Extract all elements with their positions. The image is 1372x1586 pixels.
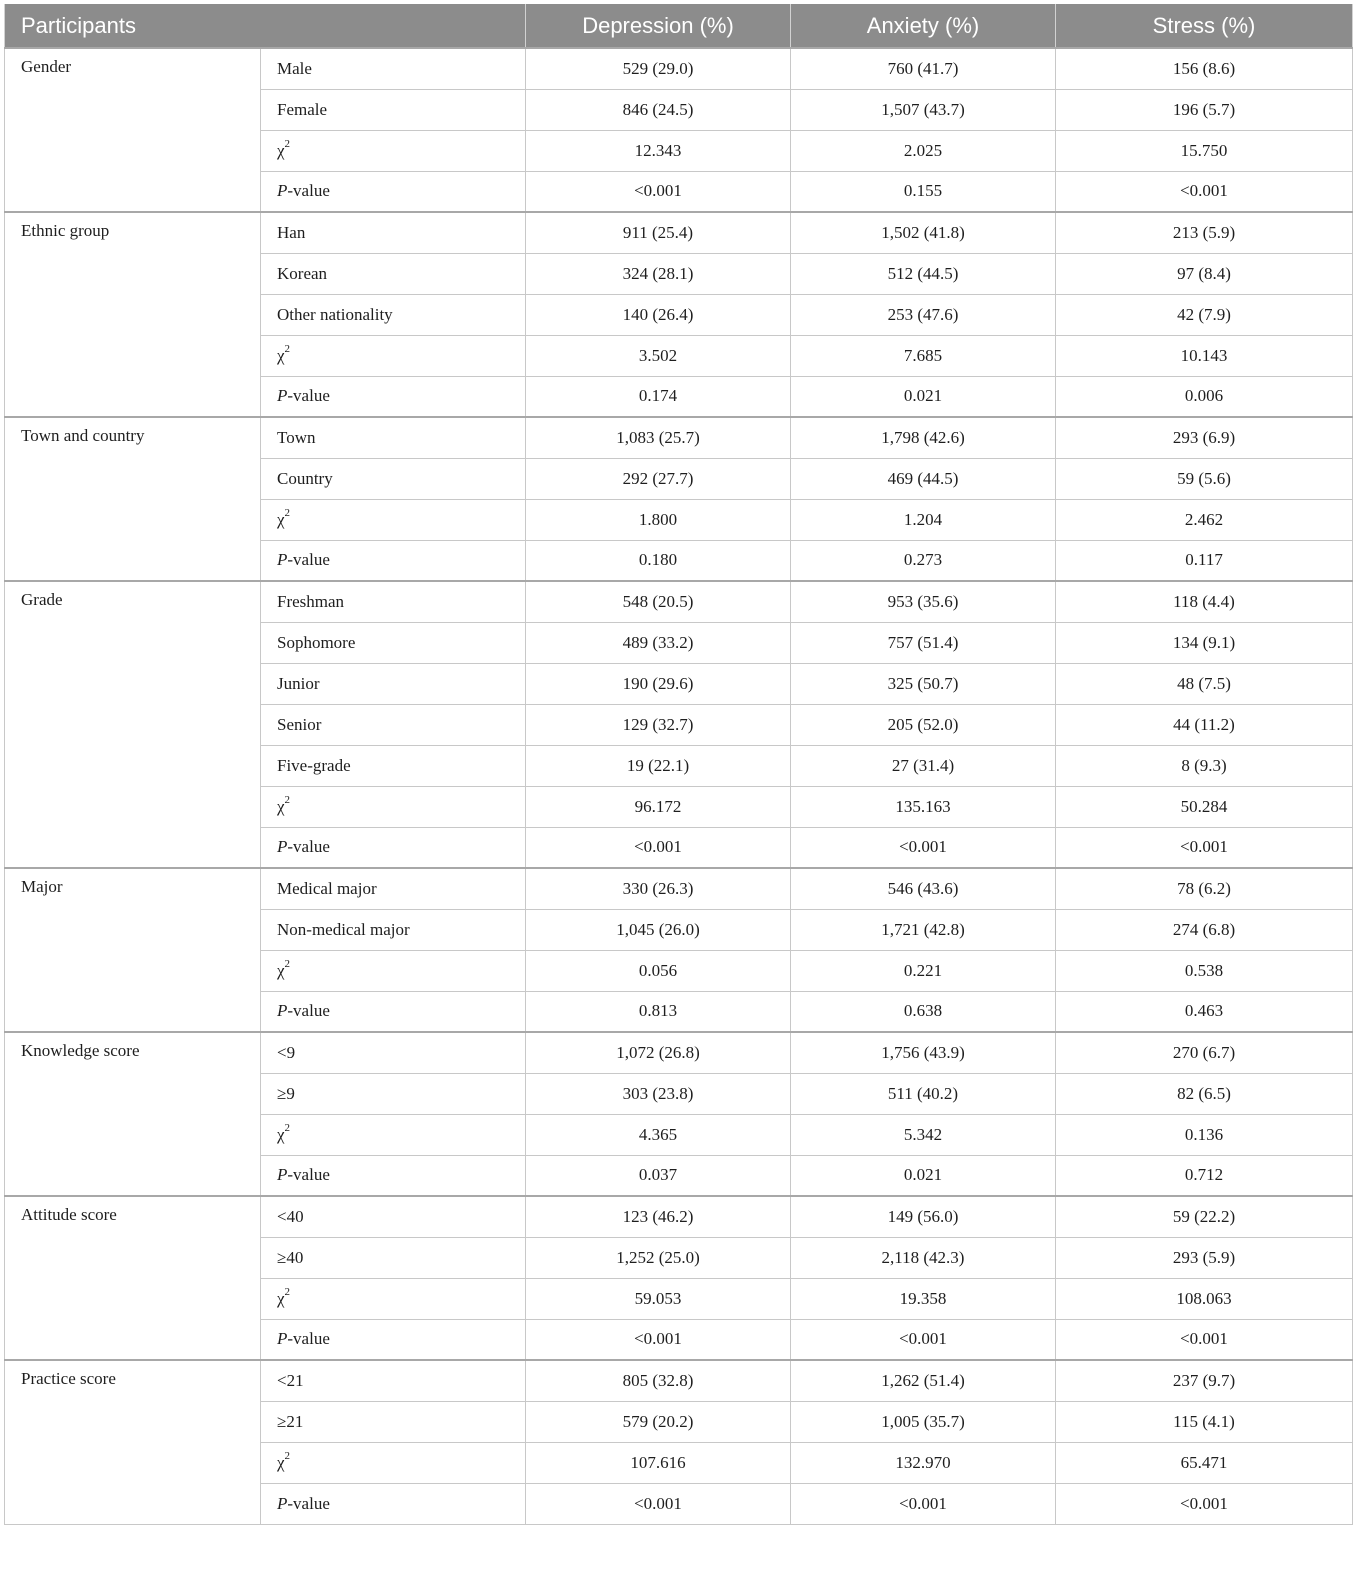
- chi-symbol: χ: [277, 140, 285, 160]
- row-label: Non-medical major: [261, 909, 526, 950]
- anxiety-chi-cell: 19.358: [791, 1278, 1056, 1319]
- depression-p-cell: 0.174: [526, 376, 791, 417]
- depression-cell: 140 (26.4): [526, 294, 791, 335]
- chi-square-label: [261, 1442, 526, 1483]
- depression-cell: 123 (46.2): [526, 1196, 791, 1237]
- row-label: Country: [261, 458, 526, 499]
- depression-chi-cell: 12.343: [526, 130, 791, 171]
- stress-cell: 293 (6.9): [1056, 417, 1353, 458]
- stress-chi-cell: 15.750: [1056, 130, 1353, 171]
- depression-cell: 1,083 (25.7): [526, 417, 791, 458]
- anxiety-chi-cell: 135.163: [791, 786, 1056, 827]
- p-rest: -value: [287, 550, 330, 570]
- p-value-label: [261, 540, 526, 581]
- anxiety-p-cell: 0.021: [791, 1155, 1056, 1196]
- row-label: <40: [261, 1196, 526, 1237]
- chi-symbol: χ: [277, 1452, 285, 1472]
- anxiety-chi-cell: 2.025: [791, 130, 1056, 171]
- p-italic: P: [277, 181, 288, 201]
- anxiety-cell: 1,721 (42.8): [791, 909, 1056, 950]
- row-label: ≥21: [261, 1401, 526, 1442]
- anxiety-p-cell: 0.155: [791, 171, 1056, 212]
- stress-cell: 8 (9.3): [1056, 745, 1353, 786]
- depression-cell: 911 (25.4): [526, 212, 791, 253]
- depression-cell: 129 (32.7): [526, 704, 791, 745]
- chi-exponent: 2: [284, 1285, 291, 1298]
- p-italic: P: [277, 1329, 288, 1349]
- stress-cell: 97 (8.4): [1056, 253, 1353, 294]
- data-table-container: [4, 4, 1353, 1525]
- p-value-label: [261, 991, 526, 1032]
- row-label: <21: [261, 1360, 526, 1401]
- row-label: ≥9: [261, 1073, 526, 1114]
- group-label: Attitude score: [5, 1196, 261, 1360]
- row-label: Male: [261, 48, 526, 89]
- stress-chi-cell: 0.538: [1056, 950, 1353, 991]
- anxiety-cell: 512 (44.5): [791, 253, 1056, 294]
- anxiety-p-cell: <0.001: [791, 1319, 1056, 1360]
- row-label: Senior: [261, 704, 526, 745]
- p-rest: -value: [287, 386, 330, 406]
- p-rest: -value: [287, 1493, 330, 1513]
- chi-exponent: 2: [284, 137, 291, 150]
- depression-chi-cell: 4.365: [526, 1114, 791, 1155]
- group-label: Practice score: [5, 1360, 261, 1524]
- anxiety-chi-cell: 5.342: [791, 1114, 1056, 1155]
- chi-exponent: 2: [284, 1449, 291, 1462]
- table-row: [5, 212, 1353, 253]
- p-rest: -value: [287, 1329, 330, 1349]
- anxiety-cell: 1,756 (43.9): [791, 1032, 1056, 1073]
- row-label: Other nationality: [261, 294, 526, 335]
- table-row: [5, 417, 1353, 458]
- depression-chi-cell: 3.502: [526, 335, 791, 376]
- anxiety-cell: 757 (51.4): [791, 622, 1056, 663]
- stress-cell: 59 (5.6): [1056, 458, 1353, 499]
- table-row: [5, 1196, 1353, 1237]
- row-label: ≥40: [261, 1237, 526, 1278]
- chi-square-label: [261, 499, 526, 540]
- anxiety-cell: 546 (43.6): [791, 868, 1056, 909]
- header-stress: Stress (%): [1056, 4, 1353, 48]
- row-label: <9: [261, 1032, 526, 1073]
- chi-symbol: χ: [277, 345, 285, 365]
- stress-p-cell: 0.463: [1056, 991, 1353, 1032]
- stress-cell: 293 (5.9): [1056, 1237, 1353, 1278]
- stress-p-cell: <0.001: [1056, 1319, 1353, 1360]
- stress-p-cell: 0.712: [1056, 1155, 1353, 1196]
- anxiety-cell: 149 (56.0): [791, 1196, 1056, 1237]
- table-row: [5, 1360, 1353, 1401]
- row-label: Female: [261, 89, 526, 130]
- p-italic: P: [277, 837, 288, 857]
- anxiety-cell: 953 (35.6): [791, 581, 1056, 622]
- anxiety-p-cell: 0.021: [791, 376, 1056, 417]
- anxiety-chi-cell: 0.221: [791, 950, 1056, 991]
- anxiety-cell: 325 (50.7): [791, 663, 1056, 704]
- depression-cell: 292 (27.7): [526, 458, 791, 499]
- depression-cell: 324 (28.1): [526, 253, 791, 294]
- chi-symbol: χ: [277, 1288, 285, 1308]
- group-label: Gender: [5, 48, 261, 212]
- row-label: Junior: [261, 663, 526, 704]
- chi-symbol: χ: [277, 960, 285, 980]
- anxiety-chi-cell: 132.970: [791, 1442, 1056, 1483]
- results-table: [4, 4, 1353, 1525]
- stress-p-cell: <0.001: [1056, 1483, 1353, 1524]
- chi-square-label: [261, 1278, 526, 1319]
- chi-exponent: 2: [284, 793, 291, 806]
- chi-symbol: χ: [277, 1124, 285, 1144]
- depression-cell: 846 (24.5): [526, 89, 791, 130]
- chi-square-label: [261, 786, 526, 827]
- depression-p-cell: <0.001: [526, 1483, 791, 1524]
- anxiety-cell: 253 (47.6): [791, 294, 1056, 335]
- anxiety-chi-cell: 7.685: [791, 335, 1056, 376]
- depression-cell: 805 (32.8): [526, 1360, 791, 1401]
- anxiety-cell: 27 (31.4): [791, 745, 1056, 786]
- stress-cell: 118 (4.4): [1056, 581, 1353, 622]
- chi-square-label: [261, 1114, 526, 1155]
- depression-p-cell: <0.001: [526, 827, 791, 868]
- chi-exponent: 2: [284, 506, 291, 519]
- stress-p-cell: <0.001: [1056, 171, 1353, 212]
- table-body: [5, 48, 1353, 1524]
- anxiety-cell: 205 (52.0): [791, 704, 1056, 745]
- depression-cell: 303 (23.8): [526, 1073, 791, 1114]
- table-row: [5, 581, 1353, 622]
- stress-chi-cell: 50.284: [1056, 786, 1353, 827]
- stress-cell: 42 (7.9): [1056, 294, 1353, 335]
- chi-exponent: 2: [284, 1121, 291, 1134]
- stress-chi-cell: 0.136: [1056, 1114, 1353, 1155]
- depression-cell: 489 (33.2): [526, 622, 791, 663]
- p-rest: -value: [287, 1001, 330, 1021]
- depression-chi-cell: 96.172: [526, 786, 791, 827]
- stress-p-cell: <0.001: [1056, 827, 1353, 868]
- table-row: [5, 1032, 1353, 1073]
- group-label: Ethnic group: [5, 212, 261, 417]
- stress-cell: 115 (4.1): [1056, 1401, 1353, 1442]
- depression-p-cell: <0.001: [526, 1319, 791, 1360]
- depression-cell: 190 (29.6): [526, 663, 791, 704]
- stress-chi-cell: 2.462: [1056, 499, 1353, 540]
- chi-square-label: [261, 335, 526, 376]
- depression-cell: 1,045 (26.0): [526, 909, 791, 950]
- stress-chi-cell: 10.143: [1056, 335, 1353, 376]
- anxiety-cell: 1,005 (35.7): [791, 1401, 1056, 1442]
- chi-symbol: χ: [277, 509, 285, 529]
- anxiety-cell: 1,502 (41.8): [791, 212, 1056, 253]
- anxiety-p-cell: 0.273: [791, 540, 1056, 581]
- stress-cell: 156 (8.6): [1056, 48, 1353, 89]
- stress-p-cell: 0.006: [1056, 376, 1353, 417]
- group-label: Knowledge score: [5, 1032, 261, 1196]
- table-row: [5, 48, 1353, 89]
- stress-cell: 237 (9.7): [1056, 1360, 1353, 1401]
- anxiety-p-cell: 0.638: [791, 991, 1056, 1032]
- anxiety-cell: 511 (40.2): [791, 1073, 1056, 1114]
- anxiety-cell: 1,507 (43.7): [791, 89, 1056, 130]
- anxiety-p-cell: <0.001: [791, 827, 1056, 868]
- anxiety-cell: 2,118 (42.3): [791, 1237, 1056, 1278]
- stress-cell: 196 (5.7): [1056, 89, 1353, 130]
- anxiety-cell: 1,798 (42.6): [791, 417, 1056, 458]
- stress-cell: 48 (7.5): [1056, 663, 1353, 704]
- depression-cell: 330 (26.3): [526, 868, 791, 909]
- anxiety-cell: 469 (44.5): [791, 458, 1056, 499]
- stress-chi-cell: 108.063: [1056, 1278, 1353, 1319]
- stress-p-cell: 0.117: [1056, 540, 1353, 581]
- anxiety-chi-cell: 1.204: [791, 499, 1056, 540]
- p-italic: P: [277, 1001, 288, 1021]
- anxiety-cell: 760 (41.7): [791, 48, 1056, 89]
- table-row: [5, 868, 1353, 909]
- table-header-row: [5, 4, 1353, 48]
- depression-p-cell: 0.180: [526, 540, 791, 581]
- anxiety-p-cell: <0.001: [791, 1483, 1056, 1524]
- p-italic: P: [277, 1165, 288, 1185]
- p-italic: P: [277, 1493, 288, 1513]
- depression-chi-cell: 0.056: [526, 950, 791, 991]
- header-participants: Participants: [5, 4, 526, 48]
- row-label: Korean: [261, 253, 526, 294]
- stress-cell: 270 (6.7): [1056, 1032, 1353, 1073]
- row-label: Medical major: [261, 868, 526, 909]
- p-value-label: [261, 171, 526, 212]
- p-rest: -value: [287, 181, 330, 201]
- anxiety-cell: 1,262 (51.4): [791, 1360, 1056, 1401]
- stress-cell: 274 (6.8): [1056, 909, 1353, 950]
- depression-cell: 579 (20.2): [526, 1401, 791, 1442]
- group-label: Grade: [5, 581, 261, 868]
- group-label: Major: [5, 868, 261, 1032]
- depression-p-cell: 0.813: [526, 991, 791, 1032]
- p-value-label: [261, 1155, 526, 1196]
- p-value-label: [261, 1319, 526, 1360]
- depression-cell: 548 (20.5): [526, 581, 791, 622]
- p-value-label: [261, 1483, 526, 1524]
- p-rest: -value: [287, 837, 330, 857]
- stress-cell: 59 (22.2): [1056, 1196, 1353, 1237]
- depression-chi-cell: 107.616: [526, 1442, 791, 1483]
- chi-exponent: 2: [284, 342, 291, 355]
- chi-exponent: 2: [284, 957, 291, 970]
- stress-cell: 44 (11.2): [1056, 704, 1353, 745]
- depression-cell: 1,252 (25.0): [526, 1237, 791, 1278]
- stress-cell: 82 (6.5): [1056, 1073, 1353, 1114]
- depression-cell: 1,072 (26.8): [526, 1032, 791, 1073]
- depression-p-cell: <0.001: [526, 171, 791, 212]
- row-label: Sophomore: [261, 622, 526, 663]
- row-label: Han: [261, 212, 526, 253]
- depression-chi-cell: 59.053: [526, 1278, 791, 1319]
- stress-chi-cell: 65.471: [1056, 1442, 1353, 1483]
- row-label: Town: [261, 417, 526, 458]
- chi-symbol: χ: [277, 796, 285, 816]
- p-value-label: [261, 827, 526, 868]
- stress-cell: 78 (6.2): [1056, 868, 1353, 909]
- stress-cell: 213 (5.9): [1056, 212, 1353, 253]
- p-rest: -value: [287, 1165, 330, 1185]
- chi-square-label: [261, 950, 526, 991]
- group-label: Town and country: [5, 417, 261, 581]
- row-label: Five-grade: [261, 745, 526, 786]
- depression-chi-cell: 1.800: [526, 499, 791, 540]
- p-italic: P: [277, 550, 288, 570]
- depression-cell: 19 (22.1): [526, 745, 791, 786]
- p-value-label: [261, 376, 526, 417]
- stress-cell: 134 (9.1): [1056, 622, 1353, 663]
- p-italic: P: [277, 386, 288, 406]
- chi-square-label: [261, 130, 526, 171]
- row-label: Freshman: [261, 581, 526, 622]
- header-depression: Depression (%): [526, 4, 791, 48]
- header-anxiety: Anxiety (%): [791, 4, 1056, 48]
- depression-cell: 529 (29.0): [526, 48, 791, 89]
- depression-p-cell: 0.037: [526, 1155, 791, 1196]
